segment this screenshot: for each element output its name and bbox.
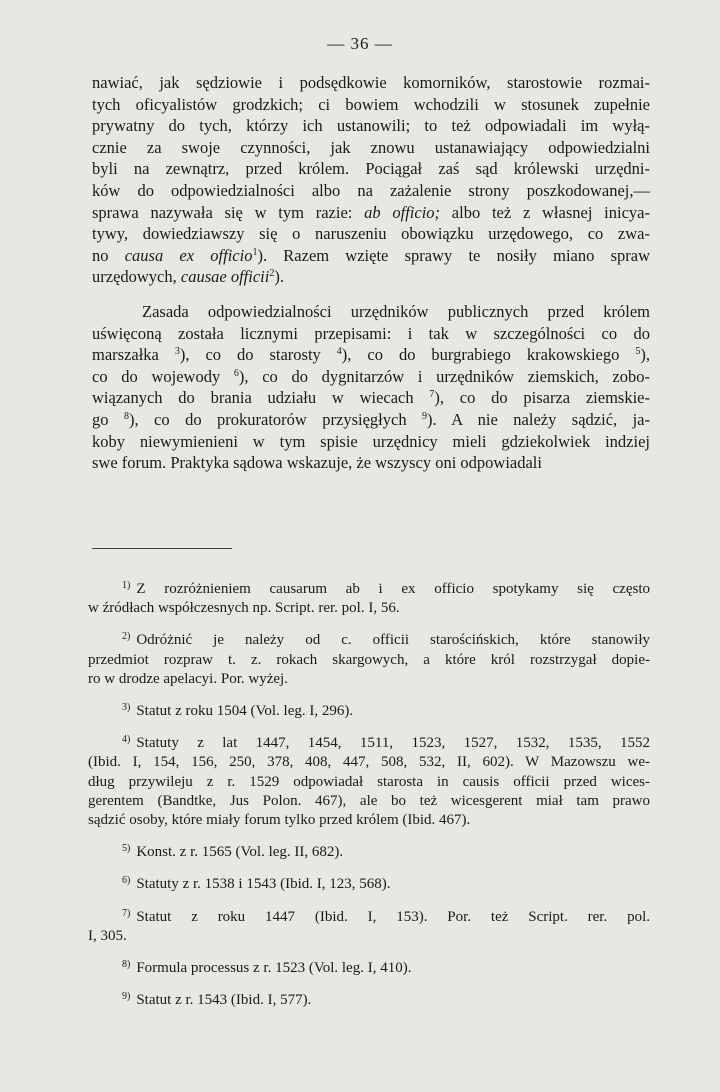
text-line: Zasada odpowiedzialności urzędników publicznych przed królem (142, 301, 650, 321)
footnote (88, 730, 650, 830)
footnote-ref: 7 (429, 389, 435, 401)
text-line: no causa ex officio$^1$). Razem wzięte sprawy te nosiły miano spraw (92, 245, 650, 265)
footnote-line: $^{5)}$ Konst. z r. 1565 (Vol. leg. II, 682). (122, 843, 344, 861)
footnote-divider (92, 548, 232, 549)
footnote-line: $^{6)}$ Statuty z r. 1538 i 1543 (Ibid. I, 123, 568). (122, 875, 391, 893)
footnote-mark: 3) (122, 702, 131, 714)
text-line: tywy, dowiedziawszy się o naruszeniu obowiązku urzędowego, co zwa- (92, 224, 650, 244)
footnote-ref: 3 (174, 346, 180, 358)
footnote-line: $^{9)}$ Statut z r. 1543 (Ibid. I, 577). (122, 991, 312, 1009)
footnote-ref: 2 (269, 268, 275, 280)
footnote-mark: 4) (122, 734, 131, 746)
footnote-mark: 2) (122, 631, 131, 643)
footnote-mark: 8) (122, 959, 131, 971)
footnote-line: sądzić osoby, które miały forum tylko przed królem (Ibid. 467). (88, 812, 471, 829)
footnote (88, 698, 650, 721)
footnote-ref: 6 (233, 367, 239, 379)
footnote-line: I, 305. (88, 927, 127, 944)
footnote-mark: 7) (122, 907, 131, 919)
text-line: marszałka $^3$), co do starosty $^4$), co do burgrabiego krakowskiego $^5$), (92, 345, 650, 365)
text-line: wiązanych do brania udziału w wiecach $^7$), co do pisarza ziemskie- (92, 388, 650, 408)
latin-term: causae officii (180, 267, 270, 287)
footnote (88, 627, 650, 689)
footnote-line: $^{8)}$ Formula processus z r. 1523 (Vol. leg. I, 410). (122, 959, 412, 977)
footnote (88, 576, 650, 618)
page-number: — 36 — (327, 34, 393, 53)
footnote-line: przedmiot rozpraw t. z. rokach skargowych, a które król rozstrzygał dopie- (88, 651, 650, 668)
text-line: swe forum. Praktyka sądowa wskazuje, że wszyscy oni odpowiadali (92, 453, 542, 473)
text-line: sprawa nazywała się w tym razie: ab officio; albo też z własnej inicya- (92, 202, 650, 222)
footnote-line: w źródłach współczesnych np. Script. rer. pol. I, 56. (88, 600, 400, 617)
latin-term: ab officio; (364, 202, 441, 222)
text-line: prywatny do tych, którzy ich ustanowili; to też odpowiadali im wyłą- (92, 116, 650, 136)
text-line: urzędowych, causae officii$^2$). (92, 267, 284, 287)
footnote-ref: 8 (123, 410, 129, 422)
footnote (88, 955, 650, 978)
paragraph-1 (92, 72, 650, 288)
footnote-line: gerentem (Bandtke, Jus Polon. 467), ale bo też wicesgerent miał tam prawo (88, 792, 650, 809)
footnote (88, 904, 650, 946)
text-line: cznie za swoje czynności, jak znowu ustanawiający odpowiedzialni (92, 137, 650, 157)
footnote-ref: 1 (252, 246, 258, 258)
text-line: ków do odpowiedzialności albo na zażalenie strony poszkodowanej,— (92, 180, 650, 200)
text-line: uświęconą została licznymi przepisami: i tak w szczególności co do (92, 323, 650, 343)
footnote-line: dług przywileju z r. 1529 odpowiadał starosta in causis officii przed wices- (88, 773, 650, 790)
footnote-mark: 5) (122, 843, 131, 855)
footnote-ref: 9 (422, 410, 428, 422)
text-line: go $^8$), co do prokuratorów przysięgłych $^9$). A nie należy sądzić, ja- (92, 409, 650, 429)
text-line: koby niewymienieni w tym spisie urzędnicy mieli gdziekolwiek indziej (92, 431, 650, 451)
text-line: tych oficyalistów grodzkich; ci bowiem wchodzili w stosunek zupełnie (92, 94, 650, 114)
footnotes (88, 576, 650, 1019)
main-text (92, 72, 650, 474)
footnote-line: ro w drodze apelacyi. Por. wyżej. (88, 670, 288, 687)
paragraph-2 (92, 301, 650, 474)
footnote-ref: 5 (635, 346, 641, 358)
footnote-line: $^{3)}$ Statut z roku 1504 (Vol. leg. I, 296). (122, 702, 354, 720)
footnote-line: (Ibid. I, 154, 156, 250, 378, 408, 447, 508, 532, II, 602). W Mazowszu we- (88, 754, 650, 771)
footnote-line: $^{2)}$ Odróżnić je należy od c. officii starościńskich, które stanowiły (122, 631, 650, 649)
footnote (88, 871, 650, 894)
footnote-ref: 4 (336, 346, 342, 358)
footnote-line: $^{7)}$ Statut z roku 1447 (Ibid. I, 153). Por. też Script. rer. pol. (122, 907, 650, 925)
text-line: nawiać, jak sędziowie i podsędkowie komorników, starostowie rozmai- (92, 73, 650, 92)
footnote-mark: 9) (122, 991, 131, 1003)
footnote-mark: 6) (122, 875, 131, 887)
footnote-line: $^{4)}$ Statuty z lat 1447, 1454, 1511, 1523, 1527, 1532, 1535, 1552 (122, 734, 650, 752)
text-line: byli na zewnątrz, przed królem. Pociągał zaś sąd królewski urzędni- (92, 159, 650, 179)
footnote-line: $^{1)}$ Z rozróżnieniem causarum ab i ex officio spotykamy się często (122, 580, 650, 597)
footnote-mark: 1) (122, 580, 131, 591)
footnote (88, 839, 650, 862)
latin-term: causa ex officio (124, 245, 253, 265)
footnote (88, 987, 650, 1010)
text-line: co do wojewody $^6$), co do dygnitarzów i urzędników ziemskich, zobo- (92, 366, 650, 386)
